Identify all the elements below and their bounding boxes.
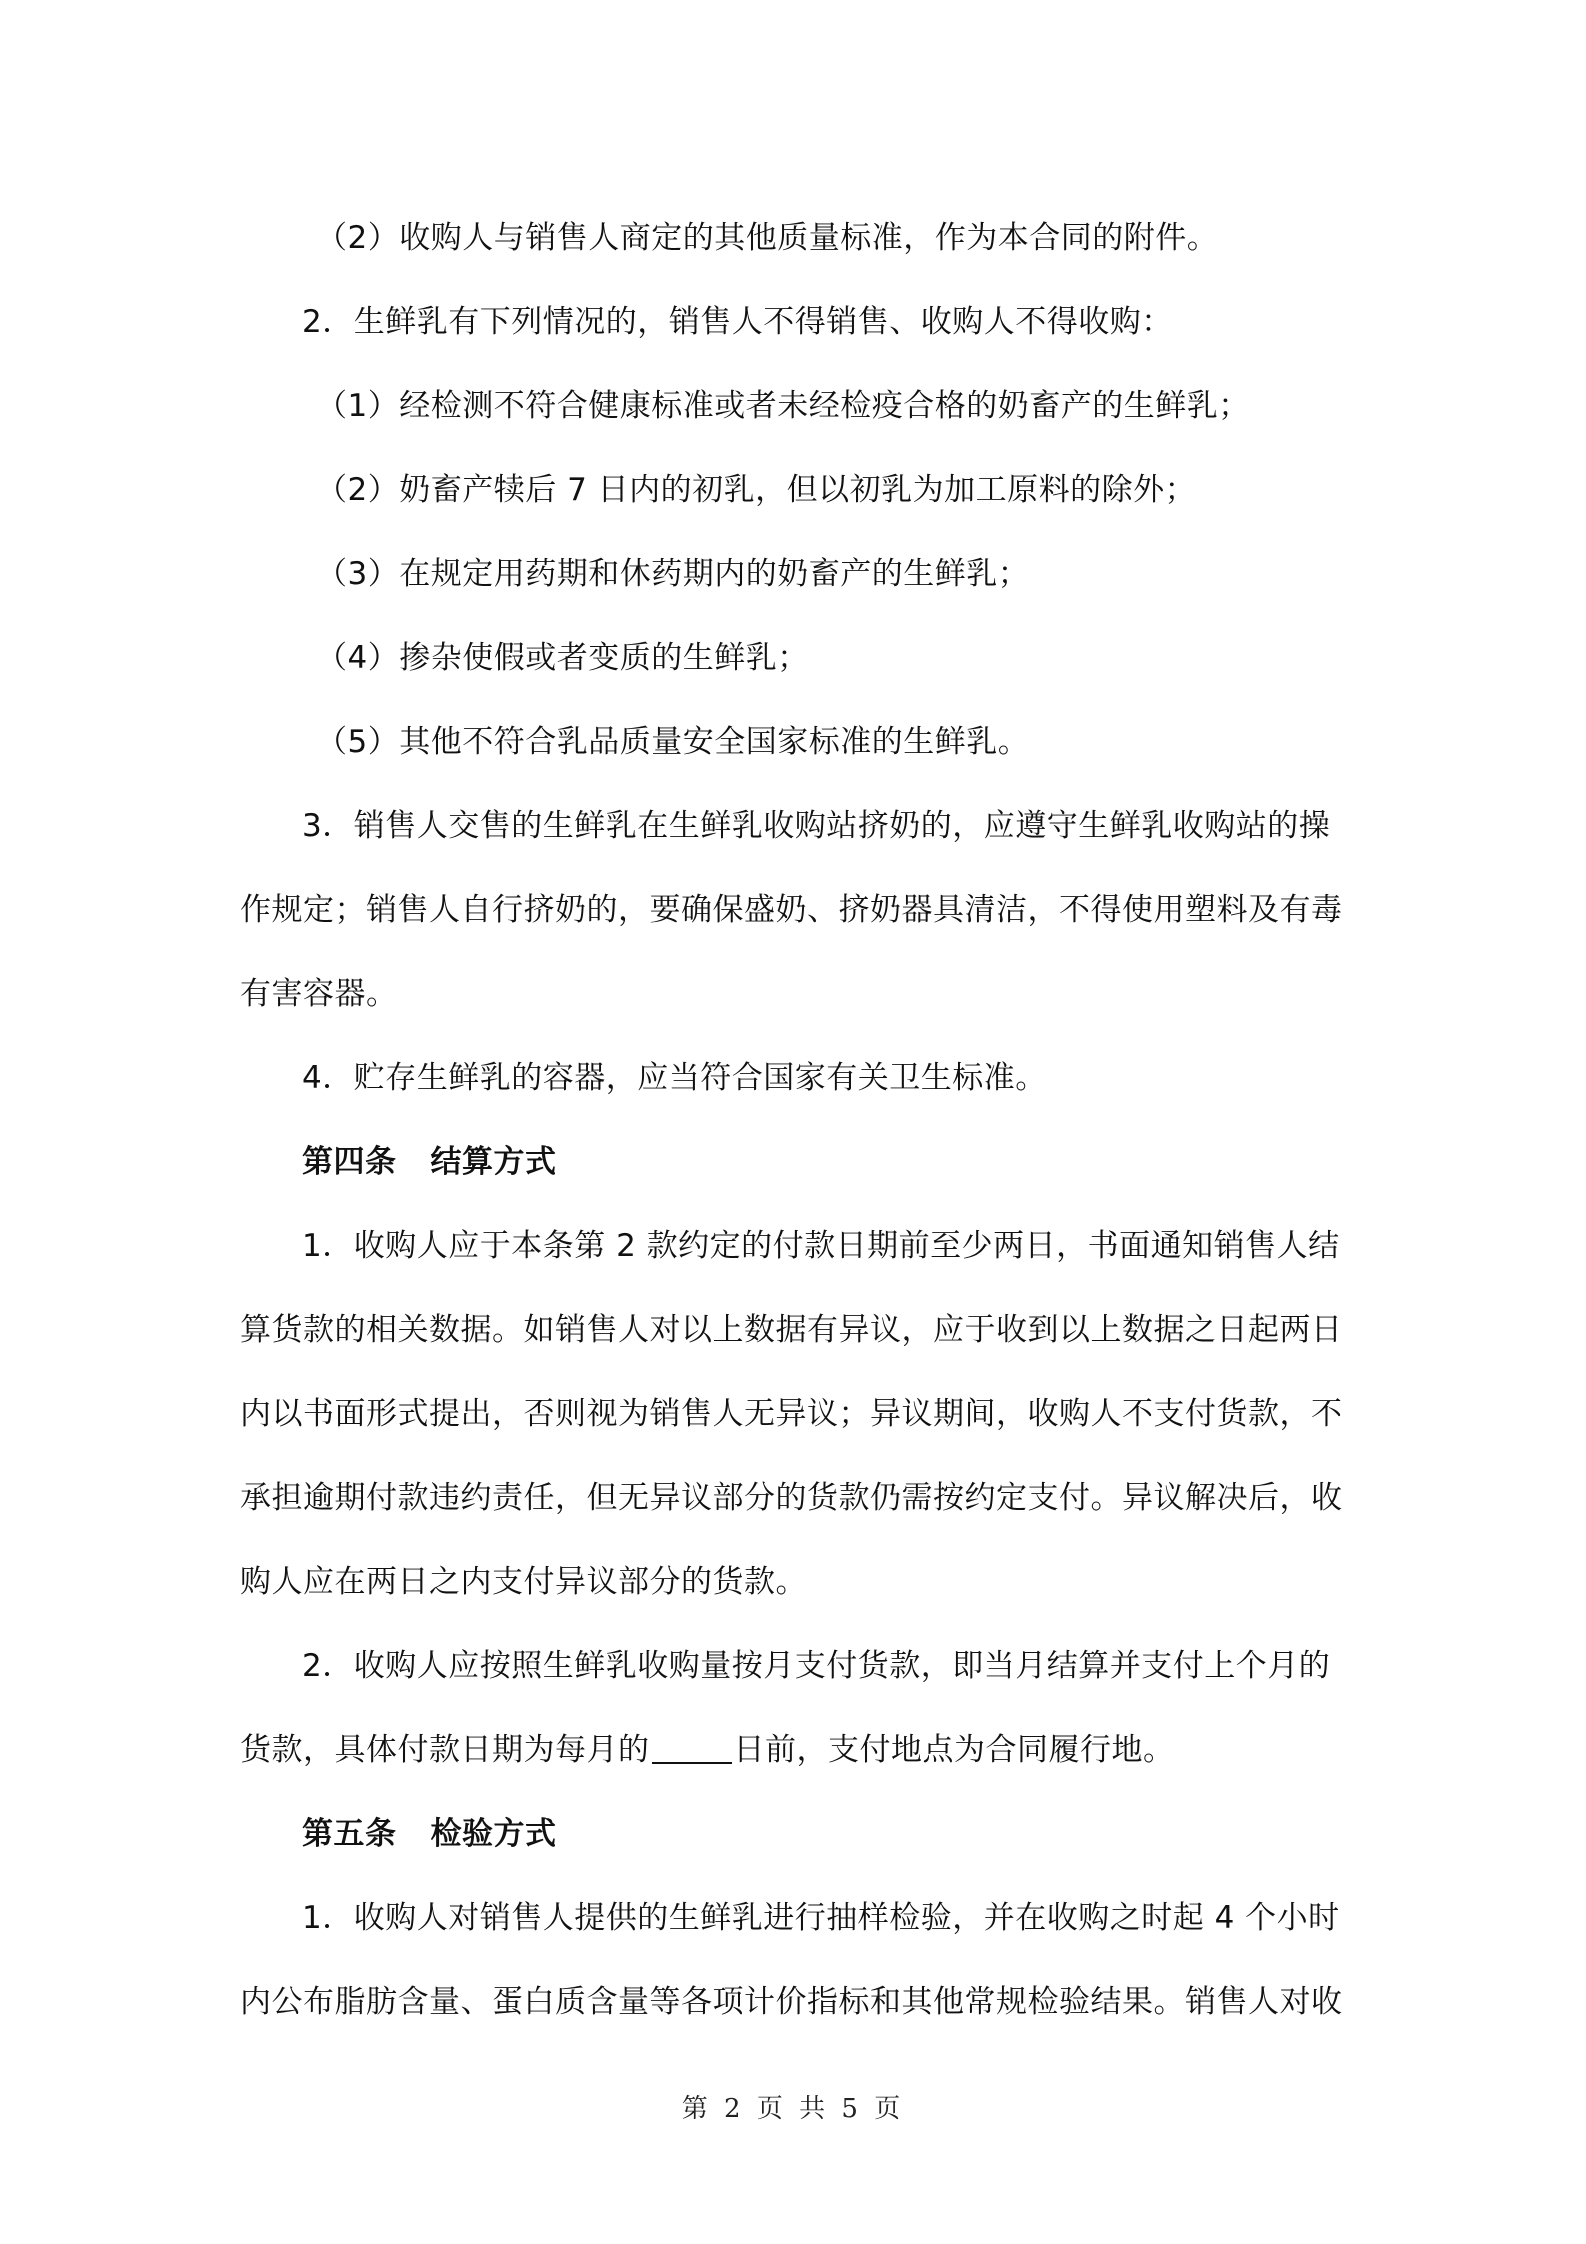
article-heading — [240, 1792, 1352, 1876]
clause-line: （3）在规定用药期和休药期内的奶畜产的生鲜乳； — [316, 556, 1030, 592]
clause-line: （5）其他不符合乳品质量安全国家标准的生鲜乳。 — [316, 724, 1030, 760]
clause-line: 2．生鲜乳有下列情况的，销售人不得销售、收购人不得收购： — [302, 304, 1173, 340]
clause-line: 承担逾期付款违约责任，但无异议部分的货款仍需按约定支付。异议解决后，收 — [240, 1480, 1343, 1516]
clause-line: 内公布脂肪含量、蛋白质含量等各项计价指标和其他常规检验结果。销售人对收 — [240, 1984, 1343, 2020]
clause-line: 2．收购人应按照生鲜乳收购量按月支付货款，即当月结算并支付上个月的 — [302, 1648, 1331, 1684]
clause-line: 有害容器。 — [240, 976, 398, 1012]
clause-line: 内以书面形式提出，否则视为销售人无异议；异议期间，收购人不支付货款，不 — [240, 1396, 1343, 1432]
article-title: 结算方式 — [430, 1144, 557, 1180]
clause-line: 1．收购人对销售人提供的生鲜乳进行抽样检验，并在收购之时起 4 个小时 — [302, 1900, 1340, 1936]
article-number: 第五条 — [302, 1816, 397, 1852]
clause-line: 购人应在两日之内支付异议部分的货款。 — [240, 1564, 807, 1600]
clause-text: 货款，具体付款日期为每月的 — [240, 1732, 650, 1768]
clause-text: 日前，支付地点为合同履行地。 — [733, 1732, 1175, 1768]
article-heading — [240, 1120, 1352, 1204]
clause-line: 1．收购人应于本条第 2 款约定的付款日期前至少两日，书面通知销售人结 — [302, 1228, 1340, 1264]
article-number: 第四条 — [302, 1144, 397, 1180]
clause-line: （2）奶畜产犊后 7 日内的初乳，但以初乳为加工原料的除外； — [316, 472, 1197, 508]
fill-in-blank[interactable] — [652, 1732, 732, 1764]
document-body — [240, 196, 1352, 2044]
clause-line: （4）掺杂使假或者变质的生鲜乳； — [316, 640, 809, 676]
clause-line: 4．贮存生鲜乳的容器，应当符合国家有关卫生标准。 — [302, 1060, 1047, 1096]
clause-line: 作规定；销售人自行挤奶的，要确保盛奶、挤奶器具清洁，不得使用塑料及有毒 — [240, 892, 1343, 928]
page-number-footer: 第 2 页 共 5 页 — [681, 2094, 905, 2124]
clause-line: （1）经检测不符合健康标准或者未经检疫合格的奶畜产的生鲜乳； — [316, 388, 1250, 424]
article-title: 检验方式 — [430, 1816, 557, 1852]
clause-line: 算货款的相关数据。如销售人对以上数据有异议，应于收到以上数据之日起两日 — [240, 1312, 1343, 1348]
clause-line: 3．销售人交售的生鲜乳在生鲜乳收购站挤奶的，应遵守生鲜乳收购站的操 — [302, 808, 1331, 844]
clause-line: （2）收购人与销售人商定的其他质量标准，作为本合同的附件。 — [316, 220, 1219, 256]
clause-line — [240, 1708, 1352, 1792]
